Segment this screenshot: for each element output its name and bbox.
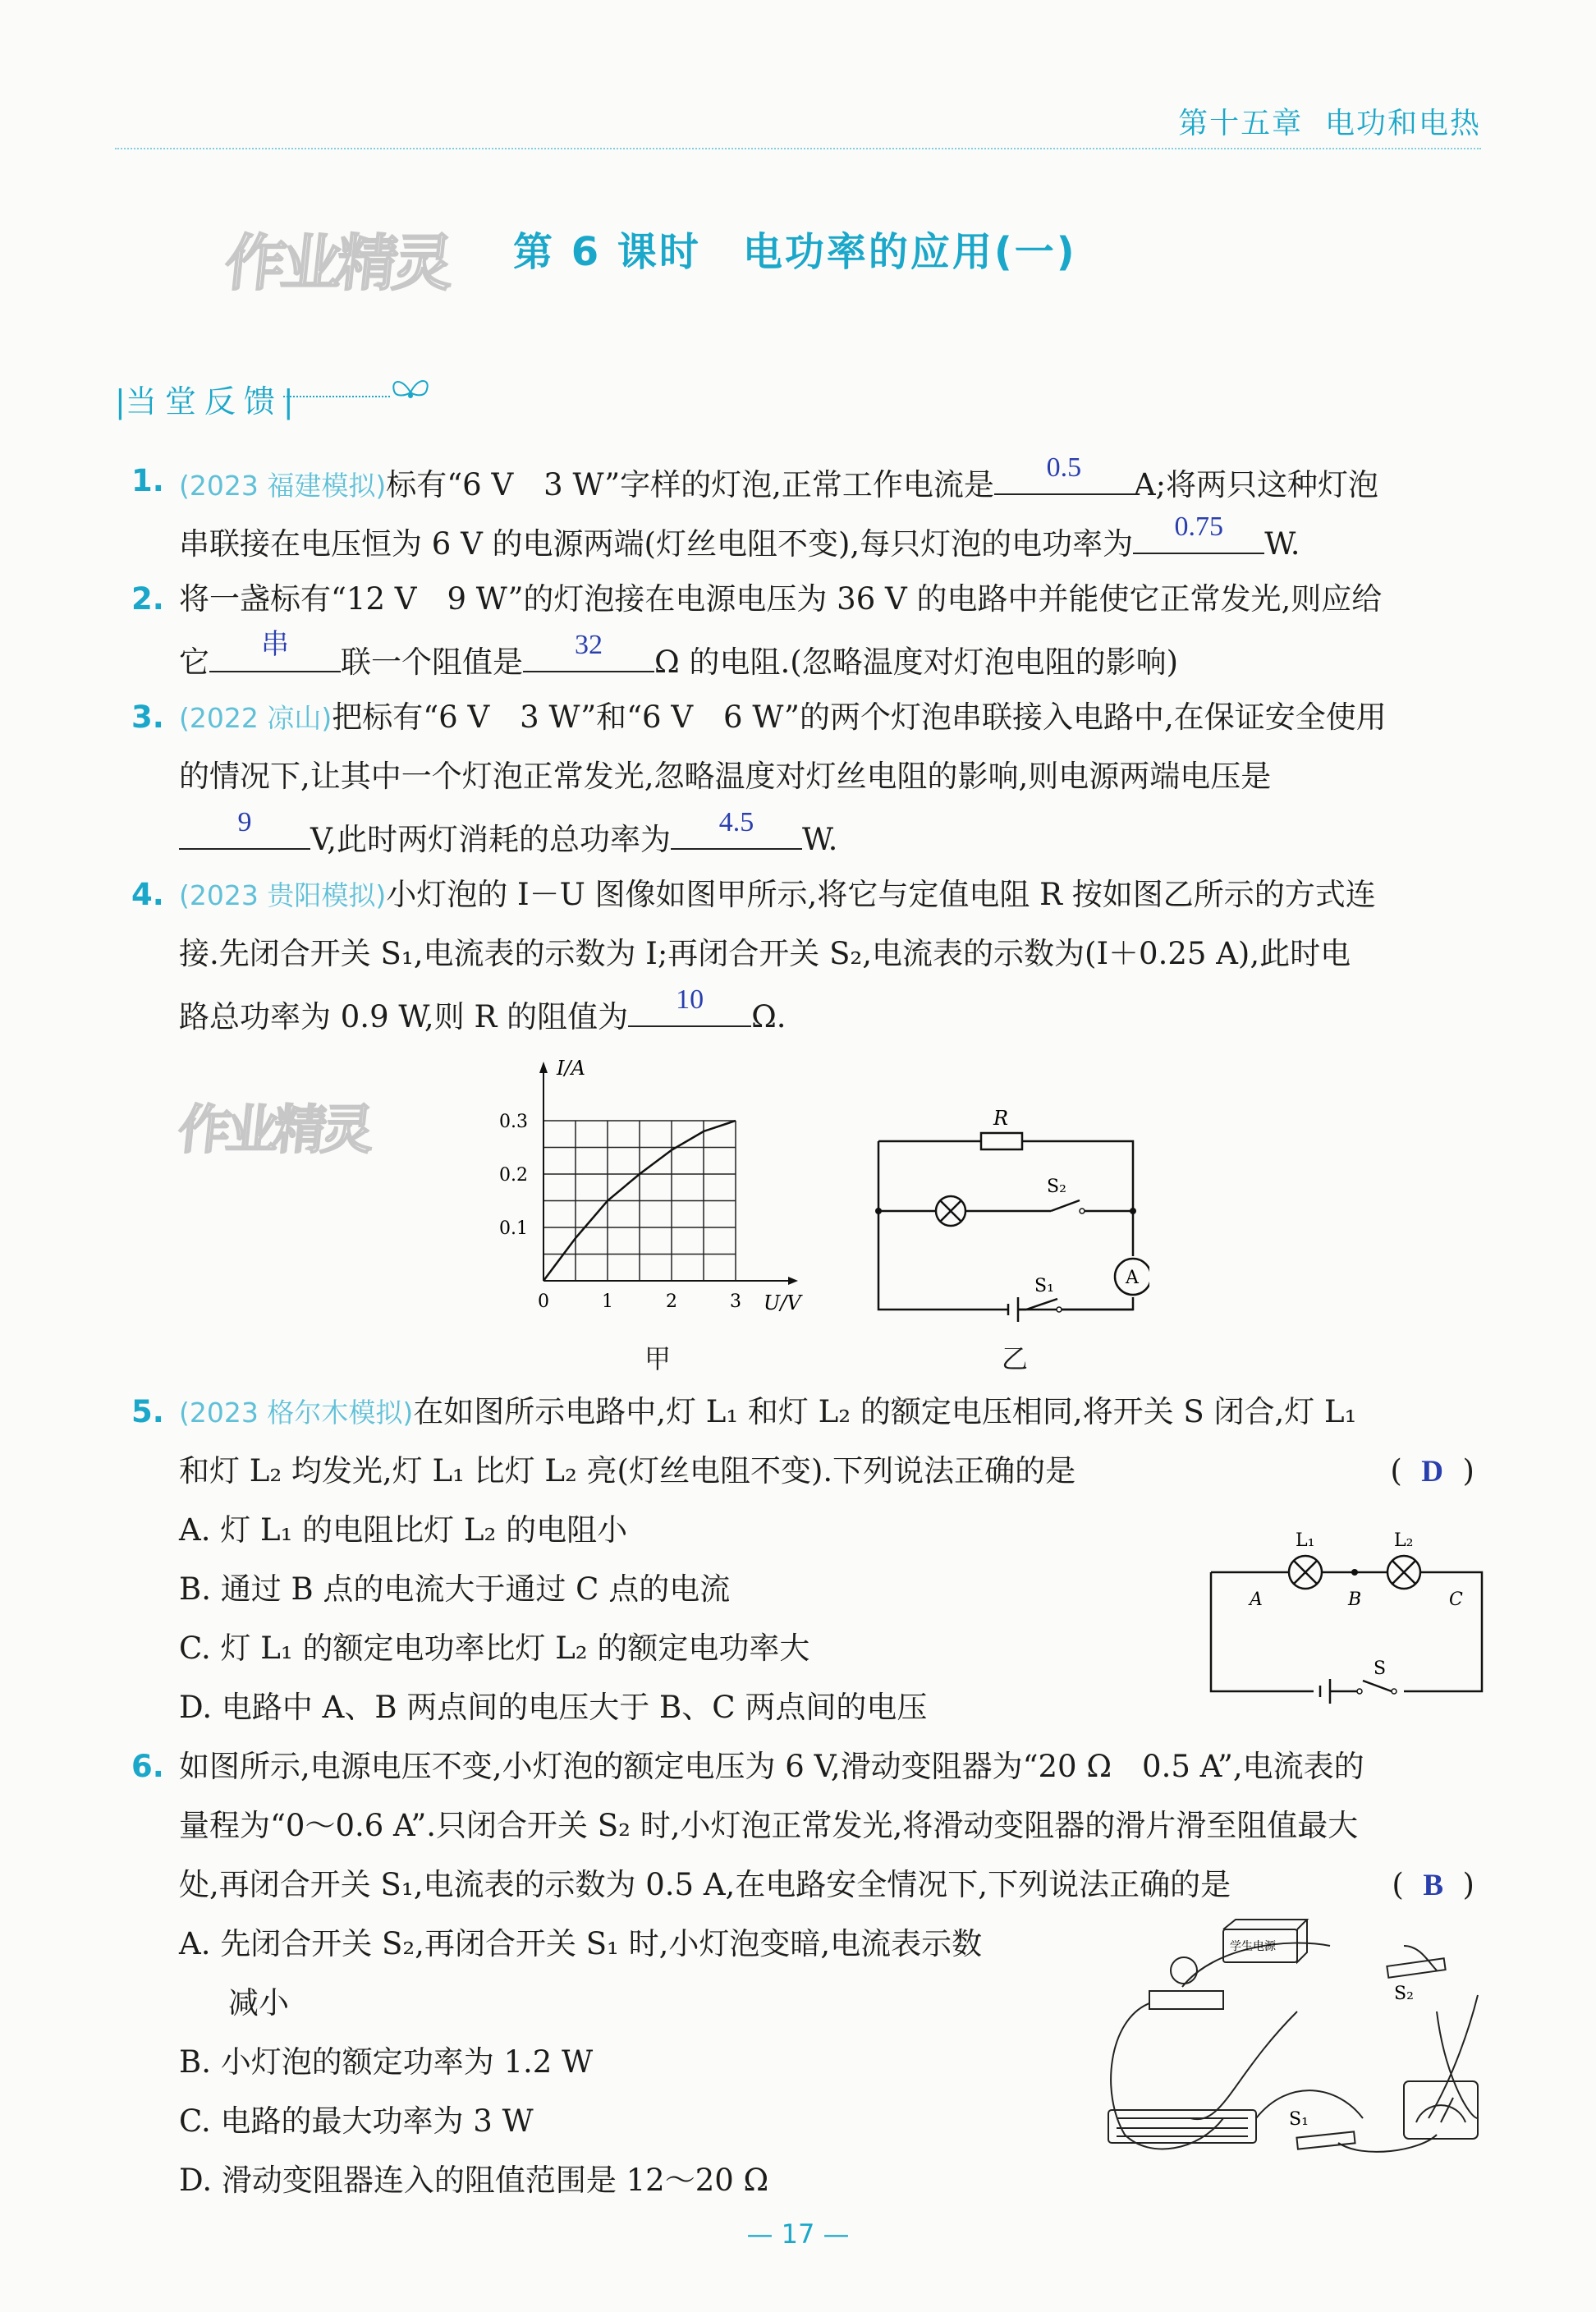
- q2-answer-1: 串: [261, 630, 289, 660]
- q4-text-1: 小灯泡的 I－U 图像如图甲所示,将它与定值电阻 R 按如图乙所示的方式连: [386, 877, 1376, 912]
- resistor-r: [981, 1133, 1022, 1149]
- q6-option-a-cont[interactable]: 减小: [228, 1985, 289, 2021]
- q5-point-c: C: [1449, 1590, 1463, 1610]
- q1-line-1: [179, 452, 1484, 507]
- q4-blank-1[interactable]: [628, 984, 751, 1027]
- q1-line-2: [179, 511, 1484, 565]
- header-divider: [115, 148, 1481, 149]
- section-title: |当堂反馈|: [115, 383, 294, 420]
- q6-switch-s2: [1387, 1958, 1445, 1978]
- section-divider: [283, 396, 390, 397]
- q5-text-1: 在如图所示电路中,灯 L₁ 和灯 L₂ 的额定电压相同,将开关 S 闭合,灯 L₁: [413, 1394, 1357, 1429]
- q1-answer-1: 0.5: [1046, 452, 1082, 483]
- chapter-number: 第十五章: [1178, 107, 1304, 140]
- x-tick-label: 1: [602, 1291, 613, 1312]
- q2-blank-2[interactable]: [523, 630, 654, 672]
- q2-line-1: 将一盏标有“12 V 9 W”的灯泡接在电源电压为 36 V 的电路中并能使它正常发光,则应给: [179, 581, 1383, 617]
- q5-line-1: [179, 1392, 1484, 1434]
- y-tick-label: 0.2: [499, 1165, 528, 1186]
- butterfly-icon: [388, 371, 433, 409]
- watermark-logo: 作业精灵: [221, 228, 452, 299]
- y-tick-label: 0.1: [499, 1218, 528, 1239]
- q2-answer-2: 32: [575, 630, 603, 660]
- q6-ammeter: [1404, 2081, 1478, 2139]
- graph-grid: [543, 1121, 736, 1281]
- q2-text-4: Ω 的电阻.(忽略温度对灯泡电阻的影响): [654, 645, 1179, 680]
- x-tick-label: 3: [730, 1291, 741, 1312]
- page-number: — 17 —: [746, 2218, 850, 2250]
- q4-line-2: 接.先闭合开关 S₁,电流表的示数为 I;再闭合开关 S₂,电流表的示数为(I＋0.25 A),此时电: [179, 936, 1351, 971]
- q4-text-3: 路总功率为 0.9 W,则 R 的阻值为: [179, 999, 629, 1034]
- q5-source: (2023 格尔木模拟): [179, 1397, 414, 1429]
- q4-answer-1: 10: [676, 984, 704, 1015]
- q6-answer: B: [1423, 1869, 1444, 1902]
- q5-number: 5.: [131, 1394, 164, 1429]
- q6-number: 6.: [131, 1749, 164, 1784]
- q1-text-2: A;将两只这种灯泡: [1133, 467, 1379, 502]
- q2-number: 2.: [131, 581, 164, 617]
- q3-text-3: V,此时两灯消耗的总功率为: [310, 822, 672, 857]
- q5-option-a[interactable]: A. 灯 L₁ 的电阻比灯 L₂ 的电阻小: [179, 1512, 628, 1548]
- q4-number: 4.: [131, 877, 164, 912]
- q6-option-c[interactable]: C. 电路的最大功率为 3 W: [179, 2103, 534, 2139]
- q3-answer-1: 9: [237, 807, 252, 837]
- q5-option-c[interactable]: C. 灯 L₁ 的额定电功率比灯 L₂ 的额定电功率大: [179, 1631, 810, 1666]
- q5-switch-label: S: [1374, 1658, 1387, 1679]
- q2-text-3: 联一个阻值是: [341, 645, 523, 680]
- q2-text-2: 它: [179, 645, 209, 680]
- figure-q6-apparatus: [1092, 1913, 1486, 2159]
- q6-bulb: [1171, 1957, 1197, 1984]
- switch-s1: [1002, 1299, 1133, 1310]
- q6-answer-bracket[interactable]: ( B ): [1392, 1867, 1474, 1902]
- q6-option-a[interactable]: A. 先闭合开关 S₂,再闭合开关 S₁ 时,小灯泡变暗,电流表示数: [179, 1926, 983, 1961]
- figure-yi-caption: 乙: [1002, 1343, 1029, 1374]
- q3-text-4: W.: [802, 822, 838, 857]
- q6-line-2: 量程为“0～0.6 A”.只闭合开关 S₂ 时,小灯泡正常发光,将滑动变阻器的滑片滑至阻值最大: [179, 1808, 1359, 1843]
- x-tick-label: 0: [538, 1291, 549, 1312]
- q3-blank-1[interactable]: [179, 807, 310, 850]
- q5-option-d[interactable]: D. 电路中 A、B 两点间的电压大于 B、C 两点间的电压: [179, 1690, 928, 1725]
- q1-text-4: W.: [1264, 526, 1300, 562]
- q5-l1-label: L₁: [1296, 1530, 1315, 1551]
- q6-line-3: 处,再闭合开关 S₁,电流表的示数为 0.5 A,在电路安全情况下,下列说法正确的是: [179, 1867, 1231, 1902]
- q2-line-2: [179, 630, 1484, 683]
- q4-text-4: Ω.: [751, 999, 787, 1034]
- watermark-logo-2: 作业精灵: [175, 1100, 373, 1161]
- figure-jia-caption: 甲: [644, 1343, 672, 1374]
- q1-answer-2: 0.75: [1174, 511, 1223, 542]
- x-tick-label: 2: [666, 1291, 677, 1312]
- q3-line-2: 的情况下,让其中一个灯泡正常发光,忽略温度对灯丝电阻的影响,则电源两端电压是: [179, 759, 1272, 794]
- q5-answer-bracket[interactable]: ( D ): [1390, 1453, 1474, 1489]
- q1-text-3: 串联接在电压恒为 6 V 的电源两端(灯丝电阻不变),每只灯泡的电功率为: [179, 526, 1134, 562]
- q5-battery: [1320, 1679, 1330, 1704]
- figure-q5-circuit: [1207, 1523, 1486, 1704]
- q6-lamp-base: [1149, 1991, 1223, 2009]
- q1-number: 1.: [131, 463, 164, 498]
- lesson-title: 第 6 课时 电功率的应用(一): [513, 229, 1077, 275]
- lamp-cross: [941, 1201, 961, 1221]
- q5-l2-label: L₂: [1394, 1530, 1414, 1551]
- q6-line-1: 如图所示,电源电压不变,小灯泡的额定电压为 6 V,滑动变阻器为“20 Ω 0.5 A”,电流表的: [179, 1749, 1364, 1784]
- q6-s1-label: S₁: [1289, 2109, 1309, 2130]
- figure-jia-graph: [493, 1055, 805, 1326]
- q5-point-b: B: [1348, 1590, 1362, 1610]
- q5-answer: D: [1421, 1455, 1444, 1489]
- q1-text-1: 标有“6 V 3 W”字样的灯泡,正常工作电流是: [386, 467, 994, 502]
- battery-symbol: [1008, 1297, 1018, 1322]
- q1-blank-2[interactable]: [1133, 511, 1264, 554]
- switch-s2-label: S₂: [1047, 1177, 1066, 1197]
- q4-source: (2023 贵阳模拟): [179, 879, 387, 911]
- q5-point-a: A: [1250, 1590, 1263, 1610]
- q3-line-1: [179, 697, 1484, 739]
- q3-line-3: [179, 807, 1484, 860]
- circuit-wires: [878, 1141, 1133, 1310]
- q5-option-b[interactable]: B. 通过 B 点的电流大于通过 C 点的电流: [179, 1571, 731, 1607]
- q4-line-3: [179, 984, 1484, 1038]
- q2-blank-1[interactable]: [209, 630, 341, 672]
- x-axis-arrow: [788, 1277, 798, 1285]
- q6-option-d[interactable]: D. 滑动变阻器连入的阻值范围是 12～20 Ω: [179, 2163, 769, 2198]
- section-title-text: 当堂反馈: [125, 383, 283, 420]
- q3-number: 3.: [131, 700, 164, 735]
- resistor-label: R: [993, 1107, 1009, 1130]
- x-axis-label: U/V: [764, 1291, 801, 1314]
- q3-source: (2022 凉山): [179, 702, 332, 734]
- y-axis-arrow: [539, 1062, 548, 1073]
- q6-option-b[interactable]: B. 小灯泡的额定功率为 1.2 W: [179, 2044, 594, 2080]
- switch-s1-label: S₁: [1034, 1276, 1054, 1296]
- q6-s2-label: S₂: [1394, 1984, 1414, 2004]
- figure-yi-circuit: [870, 1100, 1149, 1322]
- chapter-title: 电功和电热: [1324, 107, 1481, 140]
- q3-text-1: 把标有“6 V 3 W”和“6 V 6 W”的两个灯泡串联接入电路中,在保证安全使用: [332, 700, 1387, 735]
- q4-line-1: [179, 874, 1484, 916]
- lamp-branch: [878, 1200, 1133, 1211]
- y-tick-label: 0.3: [499, 1112, 528, 1132]
- q1-source: (2023 福建模拟): [179, 470, 387, 502]
- q6-rheostat: [1108, 2110, 1256, 2143]
- ammeter-label: A: [1126, 1268, 1139, 1288]
- chapter-header: [1178, 100, 1481, 142]
- q5-line-2: 和灯 L₂ 均发光,灯 L₁ 比灯 L₂ 亮(灯丝电阻不变).下列说法正确的是: [179, 1453, 1076, 1489]
- y-axis-label: I/A: [557, 1057, 585, 1080]
- q1-blank-1[interactable]: [994, 452, 1134, 495]
- q6-power-label: 学生电源: [1230, 1940, 1276, 1953]
- q3-answer-2: 4.5: [718, 807, 754, 837]
- q3-blank-2[interactable]: [671, 807, 802, 850]
